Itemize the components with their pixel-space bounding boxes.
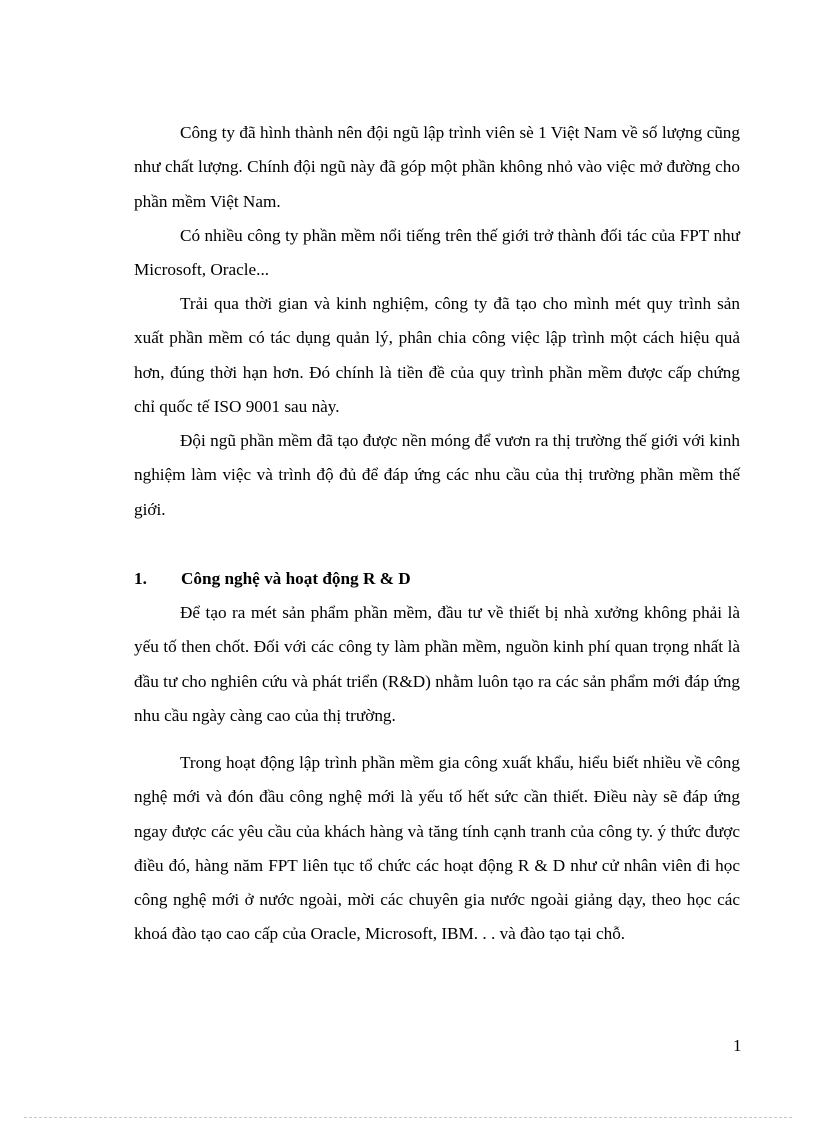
section-number: 1. xyxy=(134,569,147,588)
paragraph-process: Trải qua thời gian và kinh nghiệm, công ty đã tạo cho mình mét quy trình sản xuất phần mềm có tác dụng quản lý, phân chia công việc lập trình một cách hiệu quả hơn, đúng thời hạn hơn. Đó chính là tiền đề của quy trình phần mềm được cấp chứng chỉ quốc tế ISO 9001 sau này. xyxy=(134,294,740,416)
paragraph-market: Đội ngũ phần mềm đã tạo được nền móng để vươn ra thị trường thế giới với kinh nghiệm làm việc và trình độ đủ để đáp ứng các nhu cầu của thị trường phần mềm thế giới. xyxy=(134,431,740,519)
page-number: 1 xyxy=(733,1036,742,1055)
paragraph-rnd-investment: Để tạo ra mét sản phẩm phần mềm, đầu tư về thiết bị nhà xưởng không phải là yếu tố then chốt. Đối với các công ty làm phần mềm, nguồn kinh phí quan trọng nhất là đầu tư cho nghiên cứu và phát triển (R&D) nhằm luôn tạo ra các sản phẩm mới đáp ứng nhu cầu ngày càng cao của thị trường. xyxy=(134,603,740,725)
page-bottom-divider xyxy=(24,1117,792,1118)
section-heading xyxy=(134,564,411,594)
section-title: Công nghệ và hoạt động R & D xyxy=(181,569,411,588)
paragraph-partners: Có nhiều công ty phần mềm nổi tiếng trên thế giới trở thành đối tác của FPT như Microsoft, Oracle... xyxy=(134,226,740,280)
paragraph-workforce: Công ty đã hình thành nên đội ngũ lập trình viên sè 1 Việt Nam về số lượng cũng như chất lượng. Chính đội ngũ này đã góp một phần không nhỏ vào việc mở đường cho phần mềm Việt Nam. xyxy=(134,123,740,211)
paragraph-rnd-activities: Trong hoạt động lập trình phần mềm gia công xuất khẩu, hiểu biết nhiều về công nghệ mới và đón đầu công nghệ mới là yếu tố hết sức cần thiết. Điều này sẽ đáp ứng ngay được các yêu cầu của khách hàng và tăng tính cạnh tranh của công ty. ý thức được điều đó, hàng năm FPT liên tục tổ chức các hoạt động R & D như cử nhân viên đi học công nghệ mới ở nước ngoài, mời các chuyên gia nước ngoài giảng dạy, theo học các khoá đào tạo cao cấp của Oracle, Microsoft, IBM. . . và đào tạo tại chỗ. xyxy=(134,753,740,944)
